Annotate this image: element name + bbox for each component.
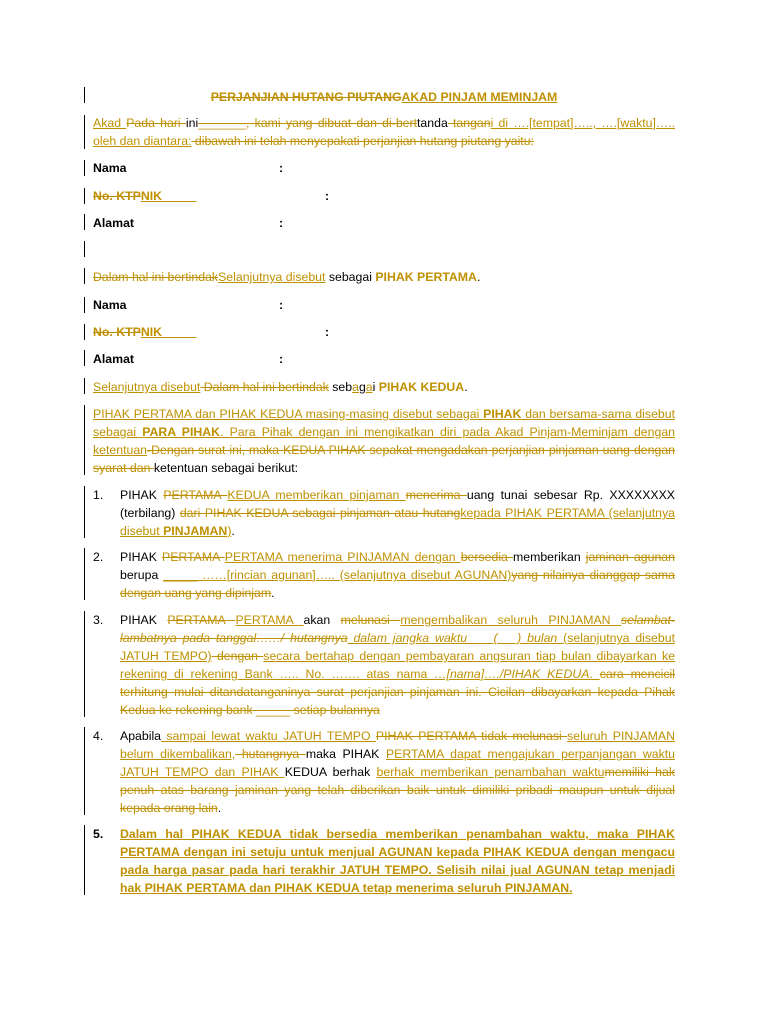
item-text: seluruh PINJAMAN belum dikembalikan,	[120, 729, 675, 761]
item-text: berupa	[120, 568, 164, 582]
change-bar	[84, 405, 85, 475]
item-text: PERTAMA dapat mengajukan perpanjangan waktu JATUH TEMPO dan PIHAK	[120, 747, 675, 779]
item-text: .	[217, 801, 222, 815]
change-bar	[84, 214, 85, 230]
field-colon: :	[279, 161, 284, 175]
party1-nama-row	[93, 159, 676, 177]
change-bar	[84, 486, 85, 538]
intro-text: Akad	[93, 116, 127, 130]
line-text: Selanjutnya disebut	[218, 270, 326, 284]
para-pihak-paragraph	[93, 405, 675, 477]
change-bar	[84, 825, 85, 895]
item-text: akan	[303, 613, 341, 627]
paragraph-text: PIHAK	[483, 407, 522, 421]
item-text: memberikan	[513, 550, 586, 564]
field-label: NIK_____	[140, 189, 197, 203]
change-bar	[84, 350, 85, 366]
paragraph-text: ketentuan sebagai berikut:	[153, 461, 299, 475]
item-text: selambat-lambatnya pada tanggal……/ hutangnya	[120, 613, 676, 645]
intro-text: i di ….[tempat]….., ….[waktu]….. oleh dan diantara:	[93, 116, 676, 148]
item-text: KEDUA berhak	[284, 765, 377, 779]
field-label: Nama	[93, 161, 127, 175]
item-text: PERTAMA	[235, 613, 304, 627]
paragraph-text: dan bersama-sama disebut sebagai	[93, 407, 675, 439]
line-text: seb	[328, 380, 353, 394]
item-text: KEDUA memberikan pinjaman	[227, 488, 406, 502]
item-text: PERTAMA	[163, 488, 228, 502]
item-text: )	[227, 524, 232, 538]
item-text: yang nilainya dianggap sama dengan uang yang dipinjam	[120, 568, 675, 600]
field-colon: :	[279, 298, 284, 312]
item-text: bersedia	[460, 550, 513, 564]
item-text: menerima	[405, 488, 467, 502]
line-text: Dalam hal ini bertindak	[93, 270, 219, 284]
item-text: dengan	[211, 649, 264, 663]
party1-alamat-row	[93, 214, 676, 232]
paragraph-text: . Para Pihak dengan ini mengikatkan diri pada Akad Pinjam-Meminjam dengan ketentuan	[93, 425, 675, 457]
paragraph-text: PIHAK PERTAMA dan PIHAK KEDUA masing-masing disebut sebagai	[93, 407, 484, 421]
line-text: a	[352, 380, 359, 394]
item-1	[120, 486, 675, 540]
item-text: Apabila	[120, 729, 162, 743]
intro-text: Pada hari	[126, 116, 186, 130]
item-text: maka PIHAK	[305, 747, 386, 761]
item-number: 2.	[93, 550, 104, 564]
intro-paragraph	[93, 114, 675, 150]
item-text: .	[271, 586, 275, 600]
document-title	[0, 88, 768, 106]
paragraph-text: PARA PIHAK	[142, 425, 221, 439]
change-bar	[84, 297, 85, 313]
item-text: mengembalikan seluruh PINJAMAN	[400, 613, 622, 627]
intro-text: tanda	[417, 116, 448, 130]
item-text: hutangnya	[235, 747, 306, 761]
change-bar	[84, 727, 85, 815]
pihak-kedua-line	[93, 378, 676, 396]
line-text: PIHAK PERTAMA	[375, 270, 477, 284]
item-text: PERTAMA menerima PINJAMAN dengan	[224, 550, 461, 564]
change-bar	[84, 160, 85, 176]
field-label: Nama	[93, 298, 127, 312]
line-text: g	[358, 380, 366, 394]
item-text: PINJAMAN	[163, 524, 228, 538]
item-5	[120, 825, 675, 897]
field-label: No. KTP	[93, 325, 141, 339]
intro-text: bert	[395, 116, 418, 130]
change-bar	[84, 378, 85, 394]
change-bar	[84, 548, 85, 600]
item-text: secara bertahap dengan pembayaran angsuran tiap bulan dibayarkan ke rekening di rekening Bank ….. No. ……. atas nama	[120, 649, 675, 681]
change-bar	[84, 188, 85, 204]
line-text: PIHAK KEDUA	[375, 380, 465, 394]
field-colon: :	[325, 189, 330, 203]
item-text: PIHAK	[120, 550, 163, 564]
item-text: PERTAMA	[167, 613, 236, 627]
item-text: _____ ……[rincian agunan]….. (selanjutnya disebut AGUNAN)	[163, 568, 512, 582]
change-bar	[84, 611, 85, 717]
title-inserted: AKAD PINJAM MEMINJAM	[401, 90, 558, 104]
item-text: jaminan agunan	[585, 550, 675, 564]
item-4	[120, 727, 675, 817]
item-text: …[nama]…./PIHAK KEDUA	[434, 667, 590, 681]
item-text: uang tunai sebesar Rp. XXXXXXXX (terbilang)	[120, 488, 675, 520]
change-bar	[84, 241, 85, 257]
item-text: memiliki hak penuh atas barang jaminan yang telah diberikan baik untuk dimiliki pribadi maupun untuk dijual kepada orang lain	[120, 765, 675, 815]
item-text: cara mencicil terhitung mulai ditandatanganinya surat perjanjian pinjaman ini. Cicilan dibayarkan kepada Pihak Kedua ke rekening bank _____ setiap bulannya	[120, 667, 675, 717]
line-text: i	[372, 380, 376, 394]
paragraph-text: -Dengan surat ini, maka KEDUA PIHAK sepakat mengadakan perjanjian pinjaman uang dengan syarat dan	[93, 443, 675, 475]
item-text: .	[589, 667, 600, 681]
party1-nik-row	[93, 187, 676, 205]
item-number: 3.	[93, 613, 104, 627]
field-label: Alamat	[93, 352, 135, 366]
line-text: .	[464, 380, 468, 394]
line-text: Selanjutnya disebut	[93, 380, 201, 394]
item-text: melunasi	[340, 613, 401, 627]
party2-nama-row	[93, 296, 676, 314]
item-2	[120, 548, 675, 602]
item-text: dari PIHAK KEDUA sebagai pinjaman atau hutang	[179, 506, 461, 520]
intro-text: tangan	[447, 116, 491, 130]
item-text: sampai lewat waktu JATUH TEMPO	[161, 729, 376, 743]
field-label: NIK_____	[140, 325, 197, 339]
intro-text: _______, kami yang dibuat dan di-	[198, 116, 396, 130]
item-text: PERTAMA	[162, 550, 225, 564]
item-text: dalam jangka waktu ___( __) bulan	[347, 631, 558, 645]
change-bar	[84, 324, 85, 340]
line-text: .	[476, 270, 481, 284]
party2-alamat-row	[93, 350, 676, 368]
field-label: Alamat	[93, 216, 135, 230]
item-text: (selanjutnya disebut JATUH TEMPO)	[120, 631, 675, 663]
item-number: 1.	[93, 488, 104, 502]
field-colon: :	[279, 216, 284, 230]
field-colon: :	[279, 352, 284, 366]
item-text: PIHAK	[120, 488, 164, 502]
line-text: a	[365, 380, 373, 394]
line-text: sebagai	[325, 270, 376, 284]
change-bar	[84, 268, 85, 284]
item-text: kepada PIHAK PERTAMA (selanjutnya disebut	[120, 506, 675, 538]
party2-nik-row	[93, 323, 676, 341]
change-bar	[84, 115, 85, 149]
field-colon: :	[325, 325, 330, 339]
intro-text: ini	[185, 116, 199, 130]
pihak-pertama-line	[93, 268, 676, 286]
item-text: PIHAK	[120, 613, 168, 627]
item-number: 4.	[93, 729, 104, 743]
intro-text: dibawah ini telah menyepakati perjanjian hutang piutang yaitu:	[191, 134, 534, 148]
item-text: PIHAK PERTAMA tidak melunasi	[375, 729, 568, 743]
item-text: berhak memberikan penambahan waktu	[376, 765, 605, 779]
item-text: .	[231, 524, 235, 538]
item-3	[120, 611, 675, 719]
line-text: Dalam hal ini bertindak	[200, 380, 329, 394]
field-label: No. KTP	[93, 189, 141, 203]
item-text: Dalam hal PIHAK KEDUA tidak bersedia memberikan penambahan waktu, maka PIHAK PERTAMA dengan ini setuju untuk menjual AGUNAN kepada PIHAK KEDUA dengan mengacu pada harga pasar pada hari terakhir JATUH TEMPO. Selisih nilai jual AGUNAN tetap menjadi hak PIHAK PERTAMA dan PIHAK KEDUA tetap menerima seluruh PINJAMAN.	[120, 827, 675, 895]
title-deleted: PERJANJIAN HUTANG PIUTANG	[210, 90, 402, 104]
item-number: 5.	[93, 827, 104, 841]
